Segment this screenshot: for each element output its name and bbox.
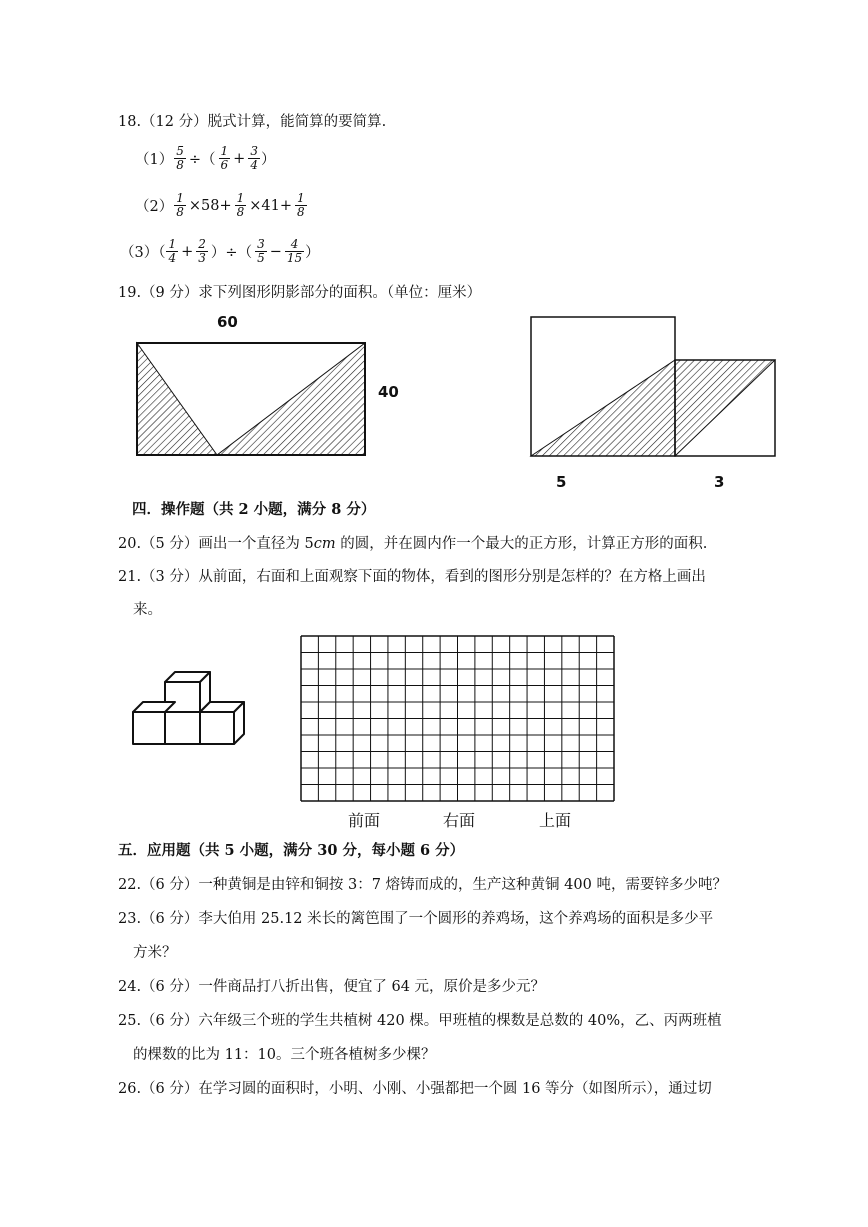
shaded-parallelogram bbox=[531, 360, 775, 456]
q18-part2: （2） $\frac{1}{8}$ ×58+ $\frac{1}{8}$ ×41+ $\frac{1}{8}$ bbox=[135, 191, 305, 219]
grid-label-top: 上面 bbox=[539, 811, 572, 830]
q23-line1: 23.（6 分）李大伯用 25.12 米长的篱笆围了一个圆形的养鸡场，这个养鸡场的面积是多少平 bbox=[118, 911, 714, 927]
q23-line2: 方米？ bbox=[133, 945, 177, 961]
q19-figure2 bbox=[525, 310, 785, 465]
section-5-heading: 五．应用题（共 5 小题，满分 30 分，每小题 6 分） bbox=[118, 842, 465, 859]
fig2-right-label: 3 bbox=[714, 473, 725, 491]
shaded-triangle-left bbox=[137, 343, 217, 455]
q26-text: 26.（6 分）在学习圆的面积时，小明、小刚、小强都把一个圆 16 等分（如图所示），通过切 bbox=[118, 1081, 712, 1097]
q19-figure1 bbox=[128, 335, 378, 465]
fig2-left-label: 5 bbox=[556, 473, 567, 491]
grid-label-front: 前面 bbox=[348, 811, 381, 830]
shaded-triangle-right bbox=[217, 343, 365, 455]
q21-line2: 来。 bbox=[133, 602, 162, 618]
grid-label-right: 右面 bbox=[443, 811, 476, 830]
q18-part1: （1） $\frac{5}{8}$ ÷（ $\frac{1}{6}$ + $\frac{3}{4}$ ） bbox=[135, 144, 276, 172]
drawing-grid[interactable] bbox=[300, 635, 616, 803]
q24-text: 24.（6 分）一件商品打八折出售，便宜了 64 元，原价是多少元？ bbox=[118, 979, 546, 995]
q19-title: 19.（9 分）求下列图形阴影部分的面积。（单位：厘米） bbox=[118, 285, 482, 301]
cube-stack-figure bbox=[130, 668, 248, 750]
q22-text: 22.（6 分）一种黄铜是由锌和铜按 3：7 熔铸而成的，生产这种黄铜 400 吨，需要锌多少吨？ bbox=[118, 877, 727, 893]
q25-line1: 25.（6 分）六年级三个班的学生共植树 420 棵。甲班植的棵数是总数的 40%，乙、丙两班植 bbox=[118, 1013, 722, 1029]
fig1-width-label: 60 bbox=[217, 313, 238, 331]
q18-part3: （3）（ $\frac{1}{4}$ + $\frac{2}{3}$ ）÷（ $\frac{3}{5}$ − $\frac{4}{15}$ ） bbox=[120, 237, 320, 265]
fig1-height-label: 40 bbox=[378, 383, 399, 401]
q20-text: 20.（5 分）画出一个直径为 5cm 的圆，并在圆内作一个最大的正方形，计算正方形的面积. bbox=[118, 536, 708, 552]
q18-title: 18.（12 分）脱式计算，能简算的要简算. bbox=[118, 114, 387, 130]
section-4-heading: 四．操作题（共 2 小题，满分 8 分） bbox=[132, 501, 376, 518]
q25-line2: 的棵数的比为 11：10。三个班各植树多少棵？ bbox=[133, 1047, 436, 1063]
q21-line1: 21.（3 分）从前面，右面和上面观察下面的物体，看到的图形分别是怎样的？在方格上画出 bbox=[118, 569, 706, 585]
